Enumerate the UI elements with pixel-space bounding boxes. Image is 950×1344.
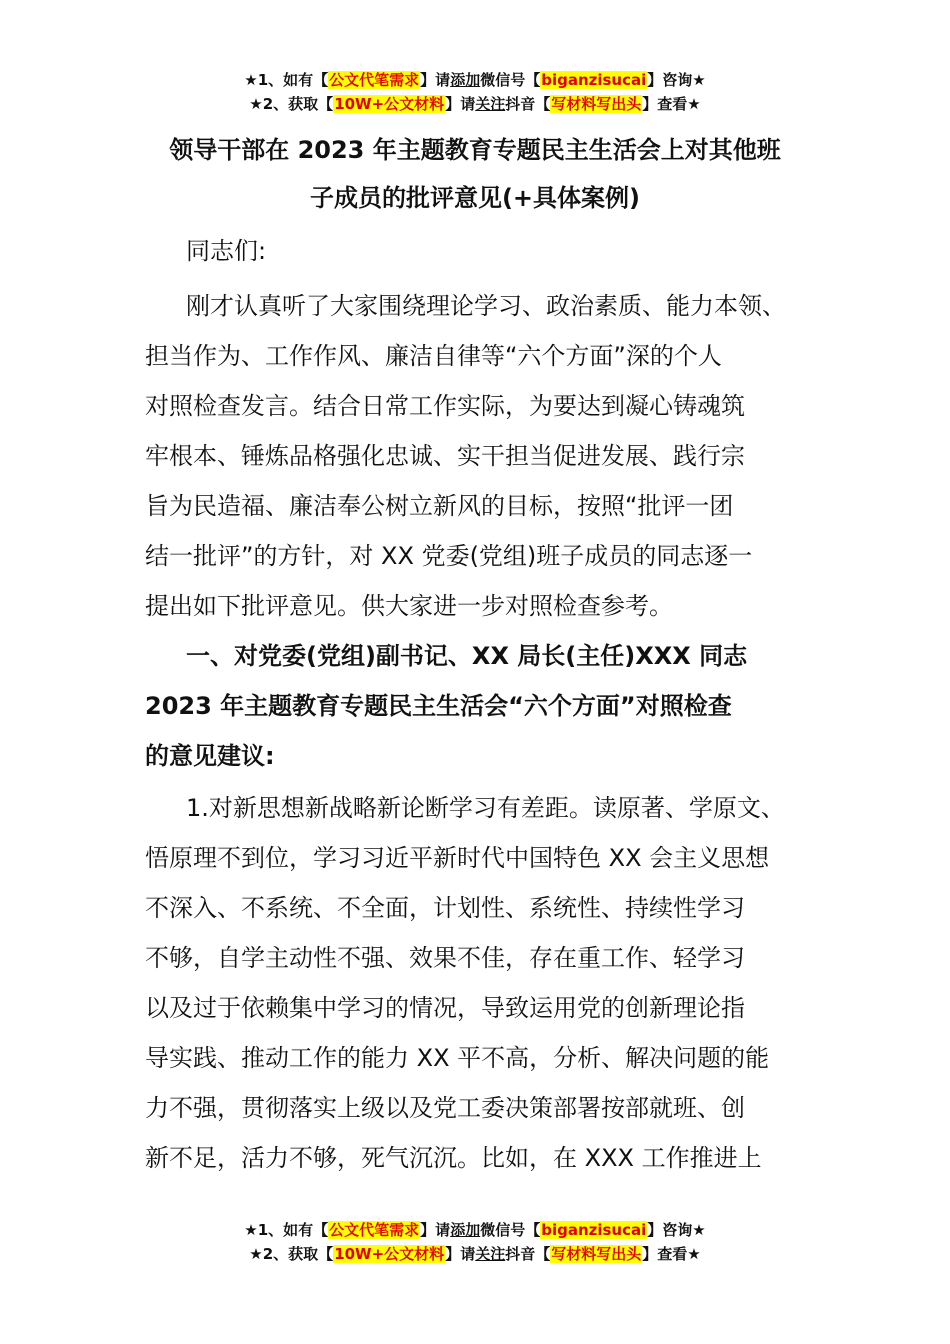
banner-underline: 添加 — [450, 1221, 481, 1239]
banner-text: ★2、获取【 — [249, 1245, 334, 1263]
douyin-id-highlight: 写材料写出头 — [551, 1245, 642, 1263]
banner-line-2 — [0, 92, 950, 116]
banner-highlight: 10W+公文材料 — [334, 95, 445, 113]
wechat-id-highlight: biganzisucai — [541, 1221, 647, 1239]
heading-line: 2023 年主题教育专题民主生活会“六个方面”对照检查 — [145, 692, 732, 720]
banner-text: 微信号【 — [480, 71, 541, 89]
paragraph-line: 不够，自学主动性不强、效果不佳，存在重工作、轻学习 — [145, 944, 745, 972]
paragraph-line: 牢根本、锤炼品格强化忠诚、实干担当促进发展、践行宗 — [145, 442, 745, 470]
paragraph-line: 旨为民造福、廉洁奉公树立新风的目标，按照“批评一团 — [145, 492, 734, 520]
paragraph-line: 悟原理不到位，学习习近平新时代中国特色 XX 会主义思想 — [145, 844, 770, 872]
banner-underline: 关注 — [475, 1245, 506, 1263]
banner-text: 】查看★ — [642, 1245, 701, 1263]
paragraph-line: 力不强，贯彻落实上级以及党工委决策部署按部就班、创 — [145, 1094, 745, 1122]
heading-line: 一、对党委(党组)副书记、XX 局长(主任)XXX 同志 — [186, 642, 748, 670]
banner-highlight: 10W+公文材料 — [334, 1245, 445, 1263]
banner-line-1 — [0, 68, 950, 92]
paragraph-line: 导实践、推动工作的能力 XX 平不高，分析、解决问题的能 — [145, 1044, 770, 1072]
banner-text: 微信号【 — [480, 1221, 541, 1239]
banner-text: ★2、获取【 — [249, 95, 334, 113]
paragraph-line: 担当作为、工作作风、廉洁自律等“六个方面”深的个人 — [145, 342, 722, 370]
banner-text: 抖音【 — [505, 1245, 551, 1263]
banner-text: 】请 — [445, 95, 476, 113]
banner-text: 】请 — [445, 1245, 476, 1263]
banner-text: 】咨询★ — [647, 71, 706, 89]
heading-line: 的意见建议: — [145, 742, 275, 770]
paragraph-line: 1.对新思想新战略新论断学习有差距。读原著、学原文、 — [186, 794, 785, 822]
banner-text: 】查看★ — [642, 95, 701, 113]
banner-underline: 关注 — [475, 95, 506, 113]
paragraph-line: 提出如下批评意见。供大家进一步对照检查参考。 — [145, 592, 673, 620]
banner-text: ★1、如有【 — [244, 1221, 329, 1239]
banner-highlight: 公文代笔需求 — [329, 71, 420, 89]
paragraph-line: 刚才认真听了大家围绕理论学习、政治素质、能力本领、 — [186, 292, 786, 320]
greeting-text: 同志们: — [186, 237, 267, 265]
paragraph-line: 新不足，活力不够，死气沉沉。比如，在 XXX 工作推进上 — [145, 1144, 762, 1172]
wechat-id-highlight: biganzisucai — [541, 71, 647, 89]
title-line-1: 领导干部在 2023 年主题教育专题民主生活会上对其他班 — [169, 136, 781, 164]
banner-text: 】请 — [420, 71, 451, 89]
paragraph-line: 对照检查发言。结合日常工作实际，为要达到凝心铸魂筑 — [145, 392, 745, 420]
footer-banner — [0, 1218, 950, 1266]
banner-highlight: 公文代笔需求 — [329, 1221, 420, 1239]
intro-paragraph — [145, 281, 825, 631]
title-line-2: 子成员的批评意见(+具体案例) — [309, 184, 641, 212]
paragraph-line: 不深入、不系统、不全面，计划性、系统性、持续性学习 — [145, 894, 745, 922]
section-heading-1 — [145, 631, 825, 781]
banner-text: 】咨询★ — [647, 1221, 706, 1239]
greeting — [145, 226, 825, 276]
banner-underline: 添加 — [450, 71, 481, 89]
banner-text: 】请 — [420, 1221, 451, 1239]
item-1-paragraph — [145, 783, 825, 1183]
banner-text: ★1、如有【 — [244, 71, 329, 89]
banner-text: 抖音【 — [505, 95, 551, 113]
document-title — [0, 126, 950, 222]
banner-line-1 — [0, 1218, 950, 1242]
header-banner — [0, 68, 950, 116]
paragraph-line: 结一批评”的方针，对 XX 党委(党组)班子成员的同志逐一 — [145, 542, 753, 570]
banner-line-2 — [0, 1242, 950, 1266]
paragraph-line: 以及过于依赖集中学习的情况，导致运用党的创新理论指 — [145, 994, 745, 1022]
douyin-id-highlight: 写材料写出头 — [551, 95, 642, 113]
